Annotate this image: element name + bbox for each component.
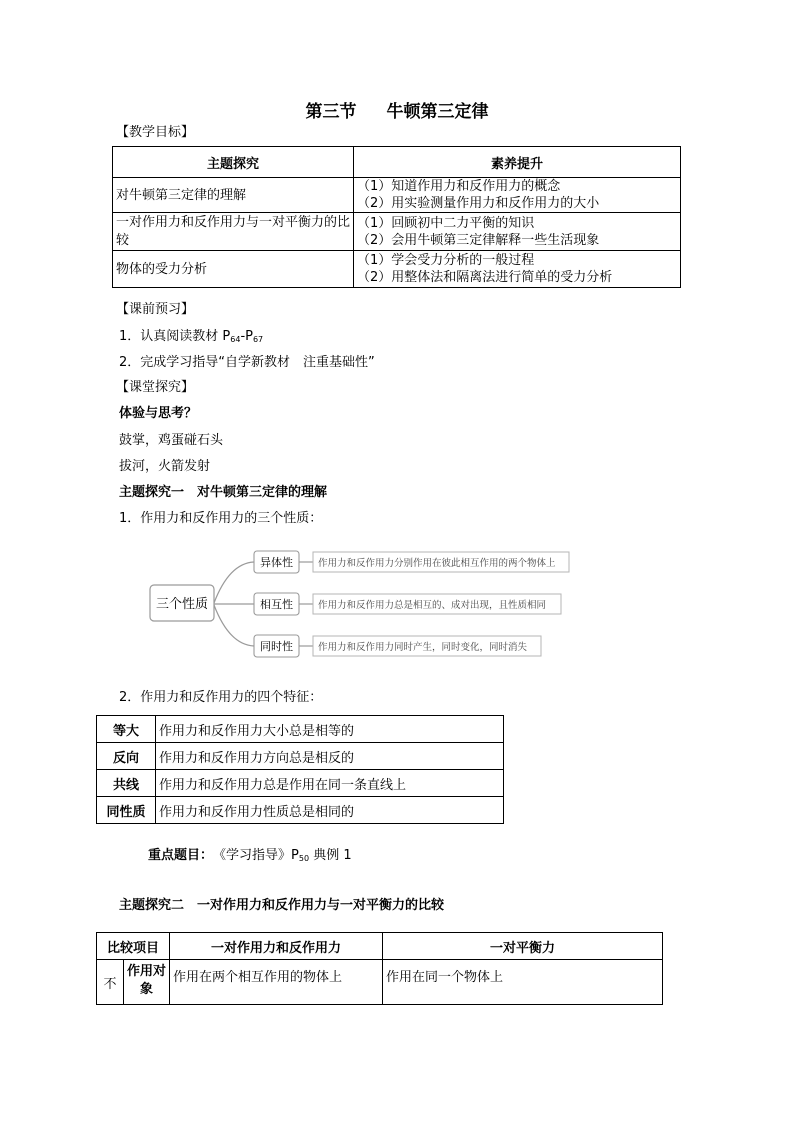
balanced-cell: 作用在同一个物体上 xyxy=(383,960,663,1005)
point-text: （2）用实验测量作用力和反作用力的大小 xyxy=(357,196,600,211)
point-text: （1）学会受力分析的一般过程 xyxy=(357,253,535,268)
explore-heading: 【课堂探究】 xyxy=(116,380,195,395)
key-question-label: 重点题目： xyxy=(148,848,207,863)
preview-text: 1．认真阅读教材 P xyxy=(119,329,231,344)
table-row xyxy=(97,770,504,797)
topic-1-title: 主题探究一 对牛顿第三定律的理解 xyxy=(119,485,328,500)
feature-desc: 作用力和反作用力方向总是相反的 xyxy=(156,743,504,770)
compare-table xyxy=(96,932,663,1005)
point-text: （2）会用牛顿第三定律解释一些生活现象 xyxy=(357,232,600,248)
feature-key: 同性质 xyxy=(97,797,156,824)
page-sub: 67 xyxy=(252,335,264,344)
key-question-tail: 典例 1 xyxy=(309,848,352,863)
connector-3 xyxy=(214,605,254,646)
branch-label-1: 异体性 xyxy=(260,556,293,569)
mindmap-root-label: 三个性质 xyxy=(155,597,209,612)
table-row xyxy=(97,716,504,743)
point-text: （1）知道作用力和反作用力的概念 xyxy=(357,179,561,194)
point-text: （1）回顾初中二力平衡的知识 xyxy=(357,215,535,231)
features-table xyxy=(96,715,504,824)
feature-key: 共线 xyxy=(97,770,156,797)
chapter-name: 牛顿第三定律 xyxy=(386,102,489,122)
section-number: 第三节 xyxy=(305,102,357,122)
feature-desc: 作用力和反作用力总是作用在同一条直线上 xyxy=(156,770,504,797)
feature-desc: 作用力和反作用力大小总是相等的 xyxy=(156,716,504,743)
branch-label-2: 相互性 xyxy=(260,598,293,611)
feature-key: 反向 xyxy=(97,743,156,770)
branch-label-3: 同时性 xyxy=(260,640,293,653)
action-reaction-cell: 作用在两个相互作用的物体上 xyxy=(170,960,383,1005)
table-row xyxy=(97,797,504,824)
table-row xyxy=(97,960,663,1005)
row-group-label: 不 xyxy=(97,960,124,1005)
topic-cell: 对牛顿第三定律的理解 xyxy=(113,178,354,213)
branch-desc-3: 作用力和反作用力同时产生，同时变化，同时消失 xyxy=(318,642,528,653)
row-item-label: 作用对象 xyxy=(124,960,170,1005)
preview-heading: 【课前预习】 xyxy=(116,302,195,317)
preview-text: -P xyxy=(240,329,253,344)
topic-cell: 物体的受力分析 xyxy=(113,251,354,288)
key-question-text: 《学习指导》P xyxy=(219,848,299,863)
question-1: 1．作用力和反作用力的三个性质： xyxy=(119,511,323,526)
page-sub: 64 xyxy=(230,335,241,344)
feature-desc: 作用力和反作用力性质总是相同的 xyxy=(156,797,504,824)
example-2: 拔河，火箭发射 xyxy=(119,459,211,474)
table-row xyxy=(97,743,504,770)
preview-item-2: 2．完成学习指导“自学新教材 注重基础性” xyxy=(119,355,375,370)
header-action-reaction: 一对作用力和反作用力 xyxy=(170,933,383,960)
question-2: 2．作用力和反作用力的四个特征： xyxy=(119,690,323,705)
goals-heading: 【教学目标】 xyxy=(116,125,195,140)
header-literacy: 素养提升 xyxy=(354,147,681,178)
table-header-row xyxy=(97,933,663,960)
point-text: （2）用整体法和隔离法进行简单的受力分析 xyxy=(357,270,613,285)
branch-desc-1: 作用力和反作用力分别作用在彼此相互作用的两个物体上 xyxy=(318,558,556,569)
example-1: 鼓掌，鸡蛋碰石头 xyxy=(119,433,224,448)
connector-1 xyxy=(214,562,254,603)
header-topic: 主题探究 xyxy=(113,147,354,178)
key-question xyxy=(148,844,352,863)
header-item: 比较项目 xyxy=(97,933,170,960)
branch-desc-2: 作用力和反作用力总是相互的、成对出现，且性质相同 xyxy=(318,600,547,611)
feature-key: 等大 xyxy=(97,716,156,743)
think-prompt: 体验与思考？ xyxy=(119,406,198,421)
page-sub: 50 xyxy=(298,854,310,863)
header-balanced: 一对平衡力 xyxy=(383,933,663,960)
topic-2-title: 主题探究二 一对作用力和反作用力与一对平衡力的比较 xyxy=(119,898,445,913)
topic-cell: 一对作用力和反作用力与一对平衡力的比较 xyxy=(113,213,354,251)
